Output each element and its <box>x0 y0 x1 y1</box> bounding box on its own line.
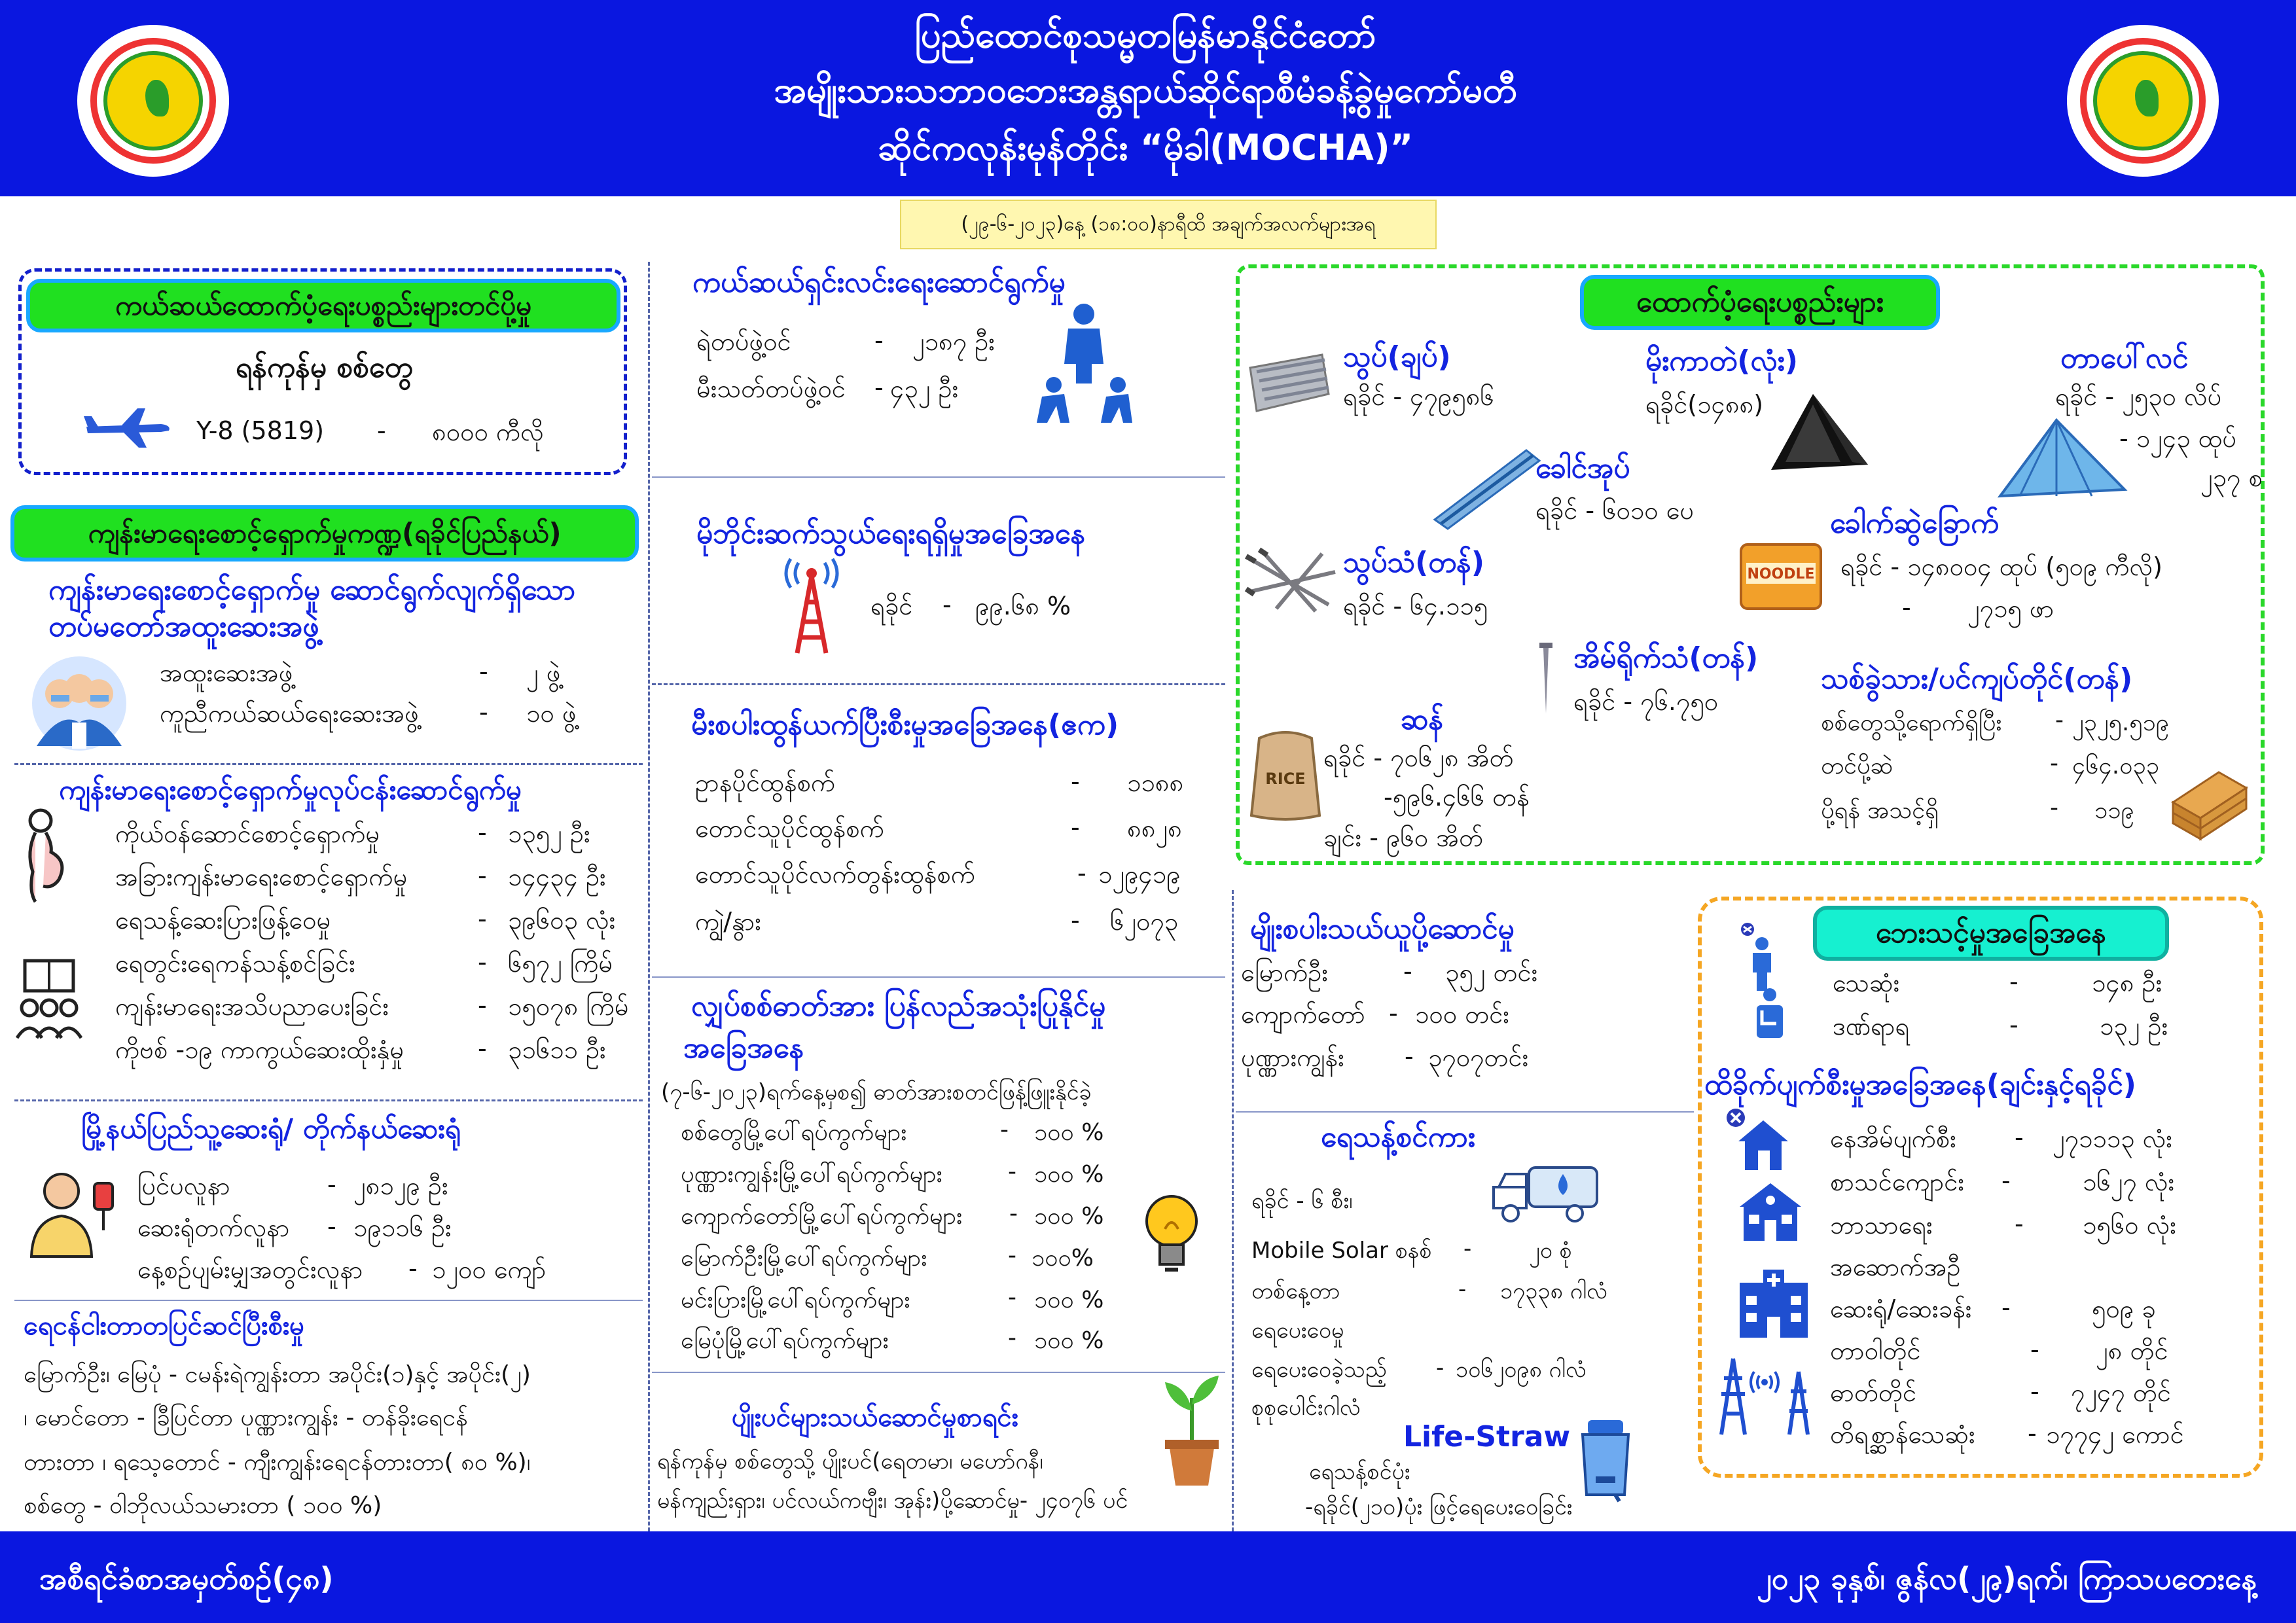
zinc-name: သွပ်(ချပ်) <box>1343 340 1451 374</box>
nails-icon <box>1244 546 1342 618</box>
tarpaulin-value-2: - ၁၂၄၃ ထုပ် <box>2119 424 2237 453</box>
school-icon <box>1734 1178 1806 1243</box>
electricity-note: (၇-၆-၂၀၂၃)ရက်နေ့မှစ၍ ဓာတ်အားစတင်ဖြန့်ဖြူးနိုင်ခဲ့ <box>661 1079 1092 1105</box>
footer-banner <box>0 1531 2296 1623</box>
fishery-heading: ရေငန်ငါးတာတပြင်ဆင်ပြီးစီးမှု <box>24 1311 304 1341</box>
divider <box>652 683 1225 685</box>
seeds-line2: မန်ကျည်းရှား၊ ပင်လယ်ကဗျီး၊ အုန်း)ပို့ဆောင်မှု- ၂၄၀၇၆ ပင် <box>657 1488 1128 1514</box>
svg-text:RICE: RICE <box>1265 770 1306 788</box>
water-line: စုစုပေါင်းဂါလံ <box>1251 1395 1361 1421</box>
header-title-line2: အမျိုးသားသဘာဝဘေးအန္တရာယ်ဆိုင်ရာစီမံခန့်ခွဲမှုကော်မတီ <box>774 69 1517 111</box>
column-divider <box>1232 890 1234 1531</box>
lifestraw-line2: -ရခိုင်(၂၁၀)ပုံး ဖြင့်ရေပေးဝေခြင်း <box>1305 1494 1573 1520</box>
injured-icon <box>1750 987 1789 1039</box>
nails-name: သွပ်သံ(တန်) <box>1343 546 1485 579</box>
electricity-heading-2: အခြေအနေ <box>683 1031 804 1065</box>
water-line: ရခိုင် - ၆ စီး၊ <box>1251 1188 1353 1214</box>
seeds-heading: ပျိုးပင်များသယ်ဆောင်မှုစာရင်း <box>732 1402 1018 1433</box>
noodle-pack-icon <box>1738 541 1823 613</box>
ridge-name: ခေါင်အုပ် <box>1535 452 1630 485</box>
divider <box>652 1372 1225 1373</box>
health-services-heading: ကျန်းမာရေးစောင့်ရှောက်မှုလုပ်ငန်းဆောင်ရွက်မှု <box>59 774 522 806</box>
header-banner <box>0 0 2296 196</box>
noodle-value-1: ရခိုင် - ၁၄၈၀၀၄ ထုပ် (၅၀၉ ကီလို) <box>1840 552 2162 581</box>
tarpaulin-value-3: ၂၃၇ စ <box>2200 463 2263 492</box>
hospital-icon <box>1734 1267 1813 1339</box>
damage-building-label: အဆောက်အဦ <box>1830 1253 1961 1281</box>
noodle-name: ခေါက်ဆွဲခြောက် <box>1830 507 2000 540</box>
airlift-dash: - <box>377 416 386 445</box>
lifestraw-label: Life-Straw <box>1403 1420 1571 1454</box>
water-line: ရေပေးဝေမှု <box>1251 1317 1344 1344</box>
header-title-line1: ပြည်ထောင်စုသမ္မတမြန်မာနိုင်ငံတော် <box>914 14 1376 56</box>
telecom-label: ရခိုင် <box>870 592 913 620</box>
deceased-icon <box>1737 921 1779 993</box>
rescue-workers-icon <box>1028 301 1139 425</box>
hospital-heading: မြို့နယ်ပြည်သူ့ဆေးရုံ/ တိုက်နယ်ဆေးရုံ <box>81 1113 461 1145</box>
rice-value-1: ရခိုင် - ၇၀၆၂၈ အိတ် <box>1323 743 1514 772</box>
rice-bag-icon <box>1246 725 1325 823</box>
health-teams-heading: ကျန်းမာရေးစောင့်ရှောက်မှု ဆောင်ရွက်လျက်ရှိသော တပ်မတော်အထူးဆေးအဖွဲ့ <box>48 573 576 643</box>
zinc-sheet-icon <box>1244 348 1335 420</box>
fishery-line4: စစ်တွေ - ဝါဘိုလယ်သမားတာ ( ၁၀၀ %) <box>24 1492 382 1519</box>
report-number: အစီရင်ခံစာအမှတ်စဉ်(၄၈) <box>39 1561 334 1596</box>
zinc-value: ရခိုင် - ၄၇၉၅၈၆ <box>1343 382 1494 411</box>
tent-icon <box>1767 385 1872 476</box>
timber-icon <box>2166 759 2251 844</box>
ridge-value: ရခိုင် - ၆၀၁၀ ပေ <box>1535 496 1695 525</box>
seeds-line1: ရန်ကုန်မှ စစ်တွေသို့ ပျိုးပင်(ရေတမာ၊ မဟော်ဂနီ၊ <box>657 1448 1043 1474</box>
house-nail-value: ရခိုင် - ၇၆.၇၅၀ <box>1573 687 1719 716</box>
noodle-dash: - <box>1902 593 1911 622</box>
tarpaulin-value-1: ရခိုင် - ၂၅၃၀ လိပ် <box>2055 382 2222 411</box>
education-icon <box>13 957 85 1042</box>
house-nail-icon <box>1538 643 1554 715</box>
lifestraw-line1: ရေသန့်စင်ပုံး <box>1309 1459 1410 1485</box>
pregnant-woman-icon <box>13 806 72 904</box>
house-nail-name: အိမ်ရိုက်သံ(တန်) <box>1573 641 1759 675</box>
report-time-note: (၂၉-၆-၂၀၂၃)နေ့ (၁၈:၀၀)နာရီထိ အချက်အလက်များအရ <box>900 200 1437 249</box>
airlift-title: ကယ်ဆယ်ထောက်ပံ့ရေးပစ္စည်းများတင်ပို့မှု <box>26 279 620 332</box>
fishery-line1: မြောက်ဦး၊ မြေပုံ - ငမန်းရဲကျွန်းတာ အပိုင်း(၁)နှင့် အပိုင်း(၂) <box>24 1361 531 1388</box>
divider <box>14 1300 643 1301</box>
telecom-value: ၉၉.၆၈ % <box>975 592 1071 620</box>
telecom-heading: မိုဘိုင်းဆက်သွယ်ရေးရရှိမှုအခြေအနေ <box>696 517 1086 550</box>
nails-value: ရခိုင် - ၆၄.၁၁၅ <box>1343 592 1488 620</box>
report-date: ၂၀၂၃ ခုနှစ်၊ ဇွန်လ(၂၉)ရက်၊ ကြာသပတေးနေ့ <box>1757 1561 2257 1596</box>
fishery-line2: ၊ မောင်တော - ခြီပြင်တာ ပုဏ္ဏားကျွန်း - တန်ခိုးရေငန် <box>24 1404 468 1431</box>
supplies-title: ထောက်ပံ့ရေးပစ္စည်းများ <box>1580 275 1940 330</box>
plant-pot-icon <box>1156 1372 1228 1489</box>
ridge-cap-icon <box>1428 441 1546 533</box>
fishery-line3: တားတာ ၊ ရသေ့တောင် - ကျီးကျွန်းရေငန်တားတာ( ၈၀ %)၊ <box>24 1449 531 1476</box>
rice-value-3: ချင်း - ၉၆၀ အိတ် <box>1323 823 1484 852</box>
airplane-icon <box>82 404 174 450</box>
patient-icon <box>26 1168 118 1259</box>
light-bulb-icon <box>1139 1190 1204 1275</box>
medical-team-icon <box>30 654 128 753</box>
divider <box>1236 1111 1694 1113</box>
airlift-route: ရန်ကုန်မှ စစ်တွေ <box>236 351 413 384</box>
tarpaulin-name: တာပေါ်လင် <box>2060 342 2189 375</box>
power-heading: မီးစပါးထွန်ယက်ပြီးစီးမှုအခြေအနေ(ဧက) <box>691 708 1119 741</box>
casualties-title: ဘေးသင့်မှုအခြေအနေ <box>1813 906 2169 961</box>
tarp-tent-icon <box>1994 412 2131 504</box>
seed-transport-heading: မျိုးစပါးသယ်ယူပို့ဆောင်မှု <box>1250 912 1515 946</box>
rice-name: ဆန် <box>1401 703 1444 736</box>
water-filter-icon <box>1576 1418 1635 1503</box>
mosquito-name: မိုးကာတဲ(လုံး) <box>1645 344 1798 378</box>
health-title: ကျန်းမာရေးစောင့်ရှောက်မှုကဏ္ဍ(ရခိုင်ပြည်နယ်) <box>10 505 639 562</box>
logo-left <box>77 25 229 177</box>
electricity-heading-1: လျှပ်စစ်ဓာတ်အား ပြန်လည်အသုံးပြုနိုင်မှု <box>691 990 1106 1023</box>
damage-title: ထိခိုက်ပျက်စီးမှုအခြေအနေ(ချင်းနှင့်ရခိုင်) <box>1704 1068 2136 1101</box>
damaged-house-icon <box>1725 1107 1797 1173</box>
column-divider <box>648 262 650 1531</box>
noodle-value-2: ၂၇၁၅ ဖာ <box>1967 594 2054 623</box>
rescue-heading: ကယ်ဆယ်ရှင်းလင်းရေးဆောင်ရွက်မှု <box>692 266 1066 299</box>
power-tower-icon <box>1712 1352 1830 1437</box>
divider <box>652 976 1225 978</box>
airlift-amount: ၈၀၀၀ ကီလို <box>432 418 544 446</box>
water-truck-icon <box>1490 1154 1601 1226</box>
logo-right <box>2067 25 2219 177</box>
cell-tower-icon <box>779 556 844 654</box>
timber-name: သစ်ခွဲသား/ပင်ကျပ်တိုင်(တန်) <box>1821 662 2133 696</box>
divider <box>14 763 643 765</box>
airlift-aircraft: Y-8 (5819) <box>196 416 325 445</box>
telecom-dash: - <box>942 590 952 619</box>
water-heading: ရေသန့်စင်ကား <box>1321 1120 1475 1154</box>
header-title-line3: ဆိုင်ကလုန်းမုန်တိုင်း “မိုခါ(MOCHA)” <box>877 127 1414 168</box>
divider <box>652 476 1225 478</box>
rice-value-2: -၅၉၆.၄၆၆ တန် <box>1384 783 1530 812</box>
svg-text:NOODLE: NOODLE <box>1747 566 1815 582</box>
mosquito-value: ရခိုင်(၁၄၈၈) <box>1645 390 1764 419</box>
divider <box>14 1099 643 1101</box>
